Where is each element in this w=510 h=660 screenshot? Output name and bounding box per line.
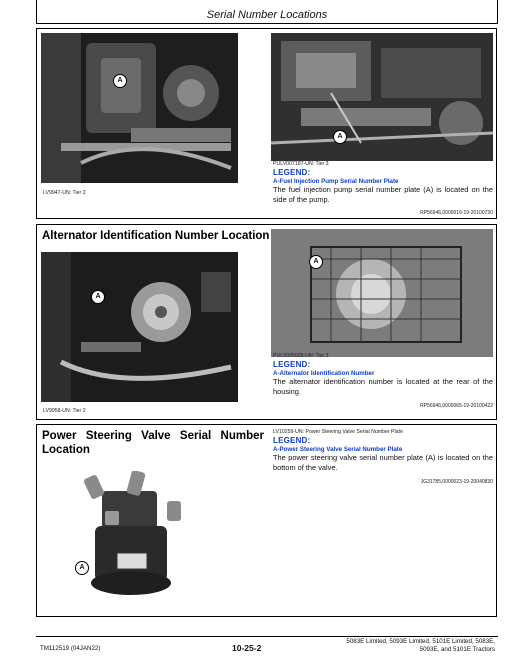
section-body-text: The power steering valve serial number plate (A) is located on the bottom of the valve. xyxy=(273,453,493,472)
callout-a: A xyxy=(113,74,127,88)
model-list xyxy=(305,638,495,654)
callout-a: A xyxy=(75,561,89,575)
section-title: Power Steering Valve Serial Number Location xyxy=(42,430,264,456)
engine-illustration xyxy=(41,33,238,183)
engine-illustration xyxy=(41,252,238,402)
section-body-text: The alternator identification number is located at the rear of the housing. xyxy=(273,377,493,396)
alternator-photo-tier2 xyxy=(41,252,238,402)
figure-caption: PULV007187-UN: Tier 3 xyxy=(273,161,329,167)
section-power-steering-valve xyxy=(36,424,497,617)
section-title: Alternator Identification Number Location xyxy=(42,230,270,242)
section-fuel-injection-pump xyxy=(36,28,497,219)
model-list-line-1: 5083E Limited, 5093E Limited, 5101E Limited, 5083E, xyxy=(346,638,495,645)
steering-valve-photo xyxy=(57,471,217,611)
model-list-line-2: 5093E, and 5101E Tractors xyxy=(419,646,495,653)
callout-a: A xyxy=(91,290,105,304)
legend-item: A-Alternator Identification Number xyxy=(273,370,375,377)
figure-caption: LV9958-UN: Tier 2 xyxy=(43,408,86,414)
header-divider xyxy=(36,23,498,24)
section-alternator xyxy=(36,224,497,420)
engine-illustration xyxy=(271,229,493,357)
figure-caption: PULV005028-UN: Tier 3 xyxy=(273,353,329,359)
fuel-pump-photo-tier2 xyxy=(41,33,238,183)
document-id: TM112519 (04JAN22) xyxy=(40,645,101,652)
legend-heading: LEGEND: xyxy=(273,168,311,177)
page-title: Serial Number Locations xyxy=(206,9,328,21)
figure-caption: LV10259-UN: Power Steering Valve Serial Number Plate xyxy=(273,429,403,435)
fuel-pump-photo-tier3 xyxy=(271,33,493,161)
valve-illustration xyxy=(57,471,217,611)
figure-caption: LV9947-UN: Tier 2 xyxy=(43,190,86,196)
engine-illustration xyxy=(271,33,493,161)
reference-id: JG31785,0000023-19-20040830 xyxy=(420,479,493,485)
legend-heading: LEGEND: xyxy=(273,360,311,369)
page-number: 10-25-2 xyxy=(232,643,262,653)
reference-id: RP56946,0000065-19-20100422 xyxy=(420,403,493,409)
footer-divider xyxy=(36,636,498,637)
alternator-photo-tier3 xyxy=(271,229,493,357)
legend-item: A-Power Steering Valve Serial Number Plate xyxy=(273,446,403,453)
legend-item: A-Fuel Injection Pump Serial Number Plate xyxy=(273,178,399,185)
callout-a: A xyxy=(333,130,347,144)
legend-heading: LEGEND: xyxy=(273,436,311,445)
section-body-text: The fuel injection pump serial number plate (A) is located on the side of the pump. xyxy=(273,185,493,204)
callout-a: A xyxy=(309,255,323,269)
reference-id: RP56946,0000016-19-20100730 xyxy=(420,210,493,216)
